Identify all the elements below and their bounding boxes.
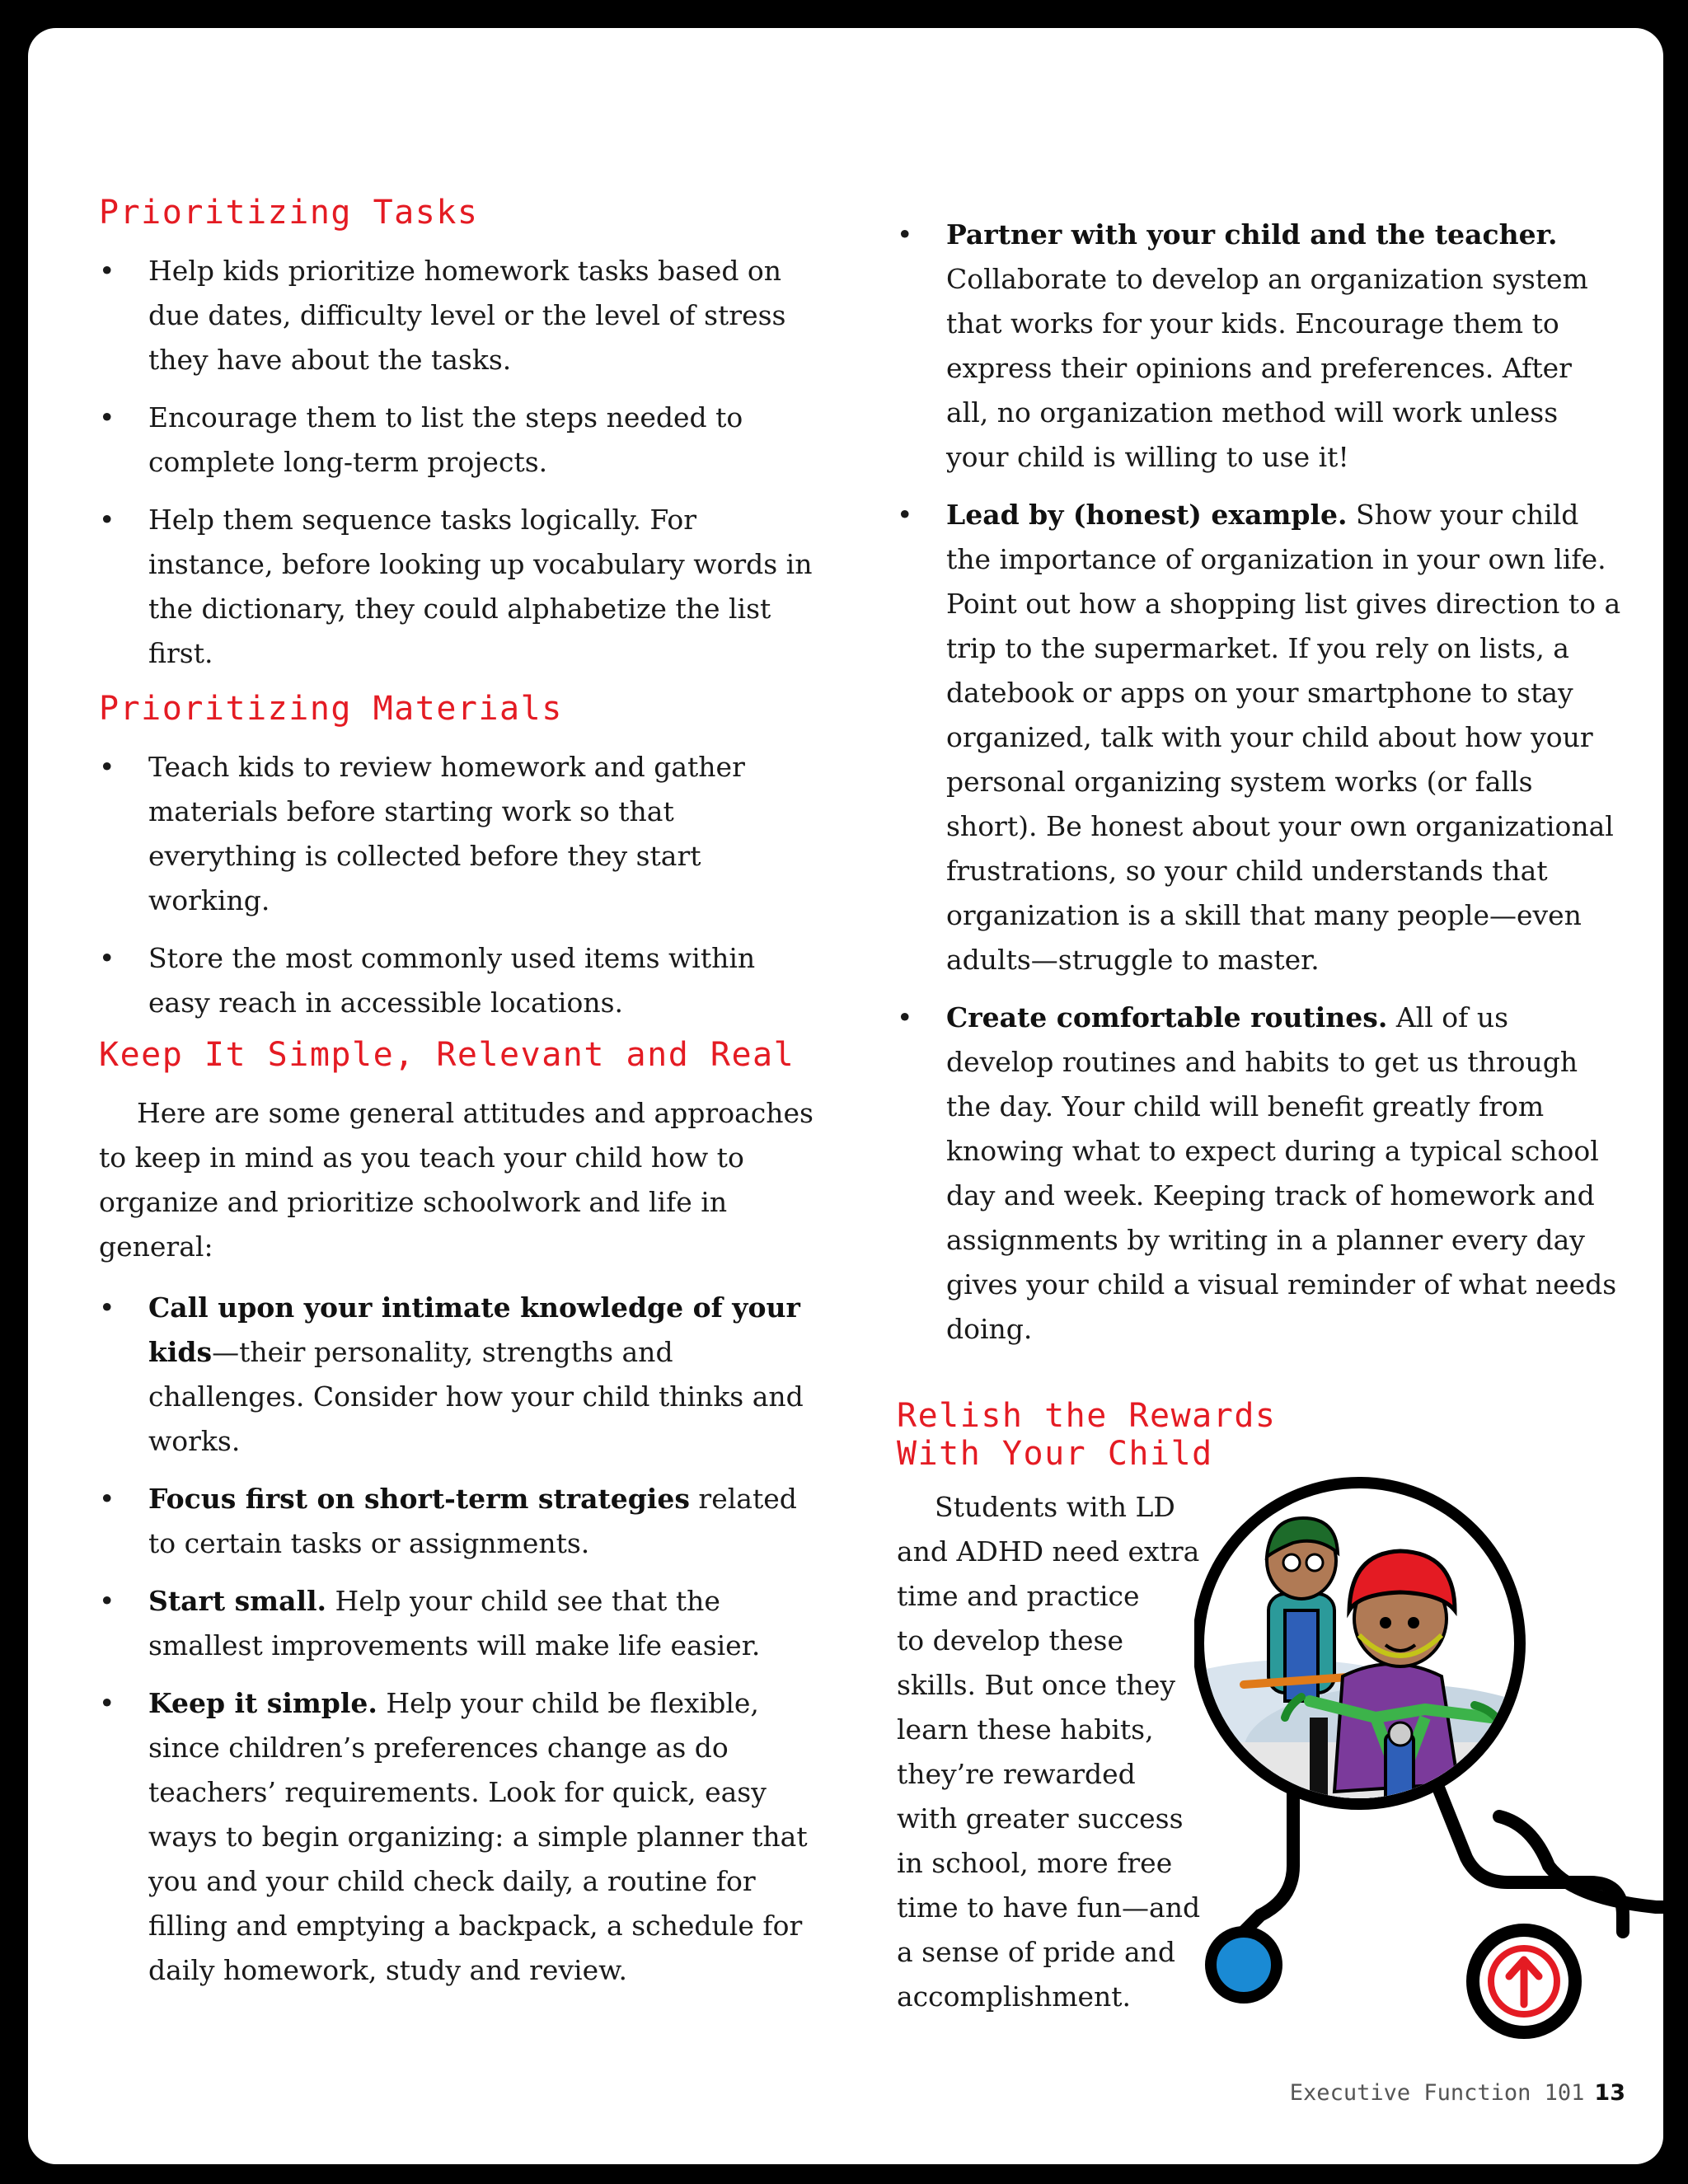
text-line: they’re rewarded: [897, 1758, 1136, 1790]
list-item: [99, 1286, 824, 1464]
text-line: a sense of pride and: [897, 1936, 1176, 1968]
item-lead: Keep it simple.: [148, 1687, 377, 1719]
tasks-list: [99, 249, 824, 689]
text-line: skills. But once they: [897, 1669, 1176, 1701]
item-lead: Partner with your child and the teacher.: [946, 218, 1558, 251]
heading-prioritizing-tasks: Prioritizing Tasks: [99, 194, 479, 232]
page-number: 13: [1594, 2080, 1625, 2106]
item-text: —their personality, strengths and challenges. Consider how your child thinks and works.: [148, 1336, 804, 1457]
item-lead: Call upon your intimate knowledge of your kids: [148, 1291, 800, 1368]
item-lead: Start small.: [148, 1585, 327, 1617]
page: [28, 28, 1663, 2164]
heading-prioritizing-materials: Prioritizing Materials: [99, 690, 563, 728]
simple-list: [99, 1286, 824, 2006]
text-line: learn these habits,: [897, 1713, 1154, 1746]
list-item: • Encourage them to list the steps needed to complete long-term projects.: [99, 396, 824, 485]
simple-intro: Here are some general attitudes and approaches to keep in mind as you teach your child how to organize and prioritize schoolwork and life in general:: [99, 1097, 814, 1263]
heading-relish-rewards-line2: With Your Child: [897, 1435, 1213, 1473]
text-line: and ADHD need extra: [897, 1535, 1200, 1568]
item-text: Collaborate to develop an organization system that works for your kids. Encourage them to express their opinions and preferences. After all, no organization method will work unless your child is willing to use it!: [946, 263, 1588, 473]
list-item: • Help them sequence tasks logically. For instance, before looking up vocabulary words in the dictionary, they could alphabetize the list first.: [99, 498, 824, 676]
text-line: with greater success: [897, 1802, 1184, 1835]
item-lead: Focus first on short-term strategies: [148, 1483, 690, 1515]
item-lead: Lead by (honest) example.: [946, 499, 1348, 531]
item-text: Help your child be flexible, since children’s preferences change as do teachers’ requirements. Look for quick, easy ways to begin organizing: a simple planner that you and your child check daily, a routine for filling and emptying a backpack, a schedule for daily homework, study and review.: [148, 1687, 808, 1986]
list-item: [897, 996, 1622, 1352]
item-text: related to certain tasks or assignments.: [148, 1483, 797, 1559]
list-item: [99, 1579, 824, 1668]
list-item: • Help kids prioritize homework tasks based on due dates, difficulty level or the level of stress they have about the tasks.: [99, 249, 824, 382]
text-line: to develop these: [897, 1624, 1123, 1657]
list-item: [897, 213, 1622, 480]
text-line: time to have fun—and: [897, 1891, 1201, 1924]
text-line: in school, more free: [897, 1847, 1173, 1879]
page-footer: [1290, 2080, 1625, 2106]
list-item: [99, 1477, 824, 1566]
right-list: [897, 213, 1622, 1365]
frame-line: [1499, 1816, 1663, 1907]
text-line: accomplishment.: [897, 1980, 1132, 2013]
item-text: Show your child the importance of organization in your own life. Point out how a shopping list gives direction to a trip to the supermarket. If you rely on lists, a datebook or apps on your smartphone to stay organized, talk with your child about how your personal organizing system works (or falls short). Be honest about your own organizational frustrations, so your child understands that organization is a skill that many people—even adults—struggle to master.: [946, 499, 1621, 976]
heading-keep-it-simple: Keep It Simple, Relevant and Real: [99, 1036, 795, 1074]
bike-riding-illustration: [1194, 1470, 1663, 2064]
list-item: [99, 1681, 824, 1993]
item-lead: Create comfortable routines.: [946, 1001, 1388, 1033]
list-item: [897, 493, 1622, 982]
rewards-paragraph: [897, 1485, 1210, 2019]
item-text: All of us develop routines and habits to get us through the day. Your child will benefit greatly from knowing what to expect during a typical school day and week. Keeping track of homework and assignments by writing in a planner every day gives your child a visual reminder of what needs doing.: [946, 1001, 1617, 1345]
blue-wheel: [1211, 1932, 1277, 1998]
list-item: • Store the most commonly used items within easy reach in accessible locations.: [99, 936, 824, 1025]
item-text: Help your child see that the smallest improvements will make life easier.: [148, 1585, 761, 1661]
heading-relish-rewards-line1: Relish the Rewards: [897, 1397, 1277, 1435]
materials-list: [99, 745, 824, 1038]
list-item: • Teach kids to review homework and gather materials before starting work so that everything is collected before they start working.: [99, 745, 824, 923]
frame-line: [1433, 1775, 1623, 1932]
text-line: time and practice: [897, 1580, 1140, 1612]
footer-title: Executive Function 101: [1289, 2080, 1585, 2106]
text-line: Students with LD: [935, 1491, 1175, 1523]
